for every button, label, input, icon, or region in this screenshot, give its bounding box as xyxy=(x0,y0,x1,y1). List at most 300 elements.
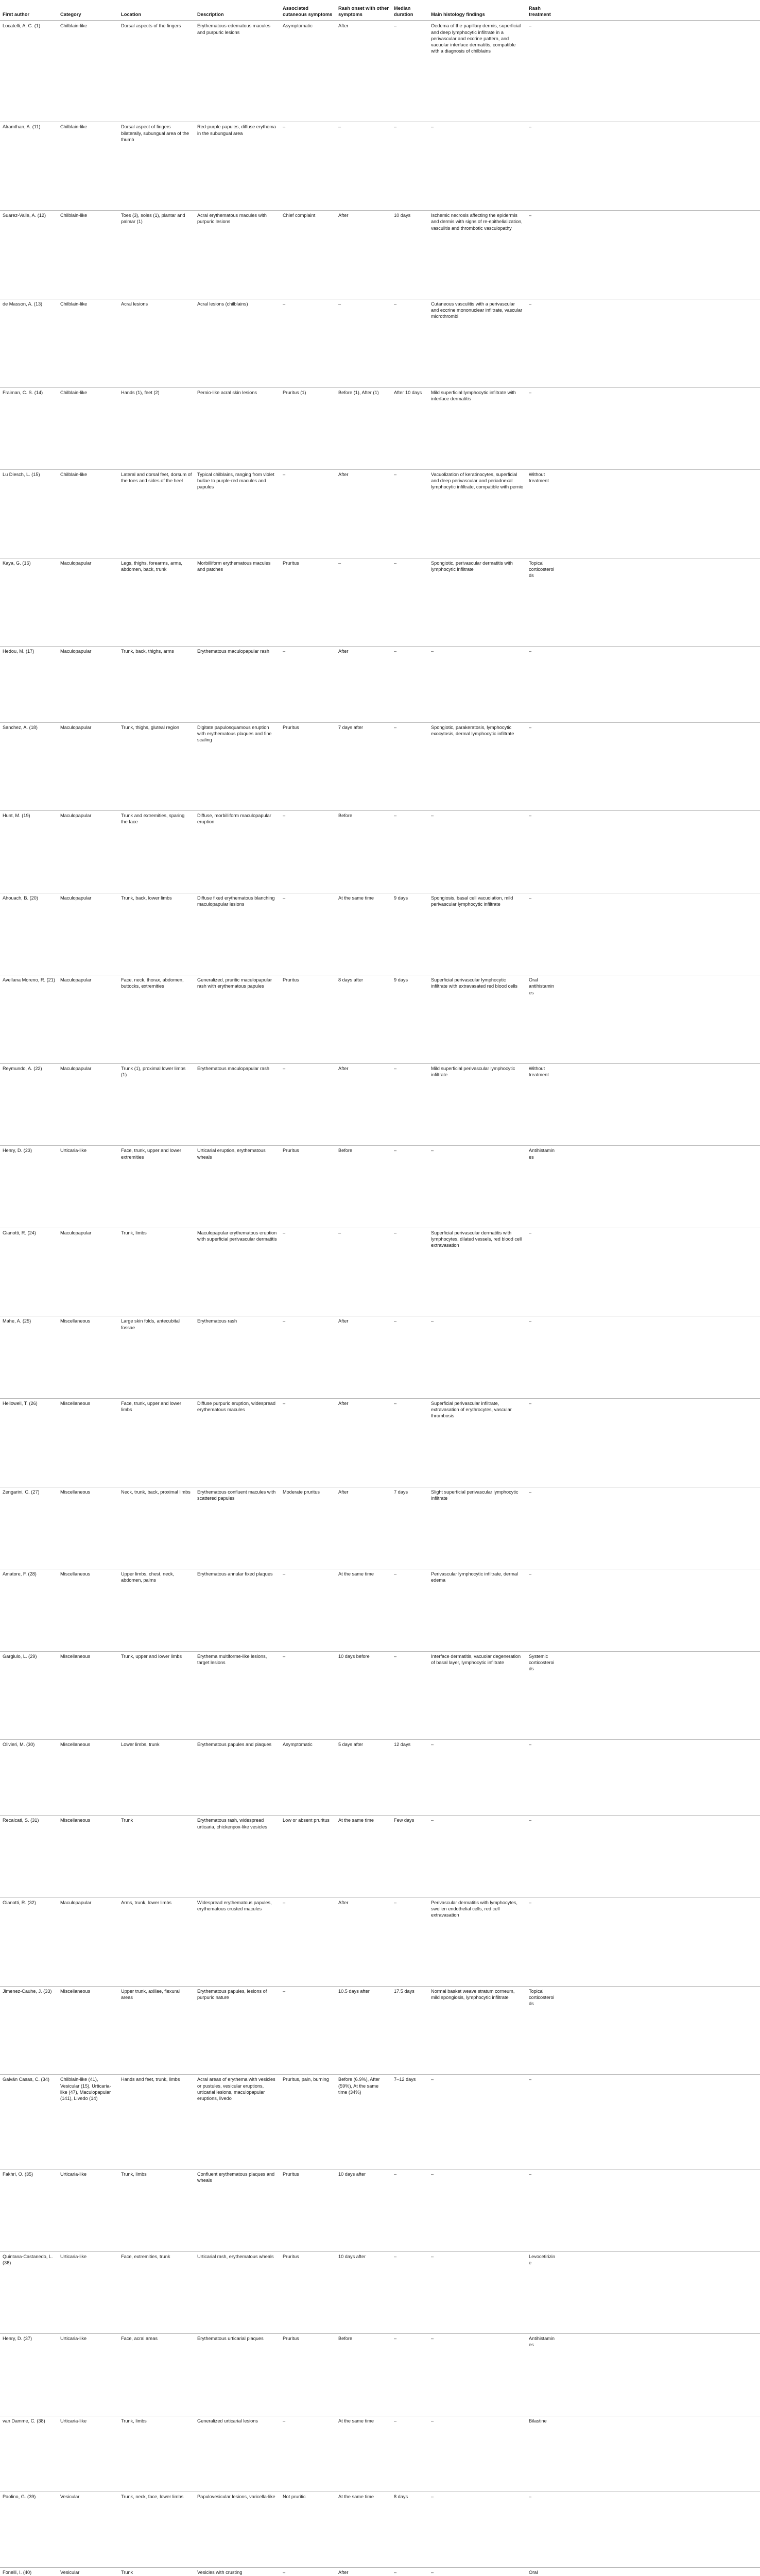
onset-cell: 7 days after xyxy=(336,722,391,811)
symptoms-cell: Pruritus (1) xyxy=(280,387,336,469)
symptoms-cell: – xyxy=(280,299,336,387)
extra-cell xyxy=(559,1146,760,1228)
treatment-cell: Without treatment xyxy=(526,1063,559,1145)
symptoms-cell: – xyxy=(280,811,336,893)
category-cell: Maculopapular xyxy=(58,1063,118,1145)
duration-cell: – xyxy=(391,1569,428,1651)
author-cell: Reymundo, A. (22) xyxy=(0,1063,58,1145)
duration-cell: – xyxy=(391,1651,428,1740)
author-cell: Zengarini, C. (27) xyxy=(0,1487,58,1569)
treatment-cell: – xyxy=(526,387,559,469)
histology-cell: Mild superficial perivascular lymphocytic infiltrate xyxy=(428,1063,526,1145)
category-cell: Miscellaneous xyxy=(58,1651,118,1740)
treatment-cell: Antihistamines xyxy=(526,2334,559,2416)
treatment-cell: – xyxy=(526,299,559,387)
author-cell: Ahouach, B. (20) xyxy=(0,893,58,975)
location-cell: Trunk, back, thighs, arms xyxy=(118,647,195,722)
table-row xyxy=(0,21,760,122)
description-cell: Erythematous confluent macules with scattered papules xyxy=(195,1487,280,1569)
extra-cell xyxy=(559,1740,760,1816)
onset-cell: 10 days before xyxy=(336,1651,391,1740)
duration-cell: – xyxy=(391,2334,428,2416)
author-cell: Hellowell, T. (26) xyxy=(0,1398,58,1487)
description-cell: Confluent erythematous plaques and wheals xyxy=(195,2170,280,2251)
description-cell: Diffuse, morbilliform maculopapular eruption xyxy=(195,811,280,893)
author-cell: Fonelli, I. (40) xyxy=(0,2568,58,2576)
table-row xyxy=(0,1316,760,1398)
onset-cell: After xyxy=(336,1897,391,1986)
onset-cell: 8 days after xyxy=(336,975,391,1064)
symptoms-cell: Not pruritic xyxy=(280,2492,336,2567)
category-cell: Urticaria-like xyxy=(58,2416,118,2492)
table-row xyxy=(0,1228,760,1316)
author-cell: Locatelli, A. G. (1) xyxy=(0,21,58,122)
category-cell: Miscellaneous xyxy=(58,1398,118,1487)
extra-cell xyxy=(559,1316,760,1398)
onset-cell: – xyxy=(336,122,391,211)
column-header-category: Category xyxy=(58,3,118,21)
histology-cell: Ischemic necrosis affecting the epidermis and dermis with signs of re-epithelialization, vasculitis and thrombotic vasculopathy xyxy=(428,211,526,299)
extra-cell xyxy=(559,2492,760,2567)
location-cell: Arms, trunk, lower limbs xyxy=(118,1897,195,1986)
extra-cell xyxy=(559,975,760,1064)
histology-cell: – xyxy=(428,1816,526,1897)
treatment-cell: Without treatment xyxy=(526,469,559,558)
location-cell: Dorsal aspect of fingers bilaterally, subungual area of the thumb xyxy=(118,122,195,211)
extra-cell xyxy=(559,387,760,469)
location-cell: Face, trunk, upper and lower limbs xyxy=(118,1398,195,1487)
duration-cell: 17.5 days xyxy=(391,1986,428,2075)
table-row xyxy=(0,2492,760,2567)
treatment-cell: – xyxy=(526,722,559,811)
onset-cell: After xyxy=(336,21,391,122)
author-cell: Amatore, F. (28) xyxy=(0,1569,58,1651)
onset-cell: Before xyxy=(336,811,391,893)
duration-cell: – xyxy=(391,647,428,722)
location-cell: Hands (1), feet (2) xyxy=(118,387,195,469)
histology-cell: Normal basket weave stratum corneum, mild spongiosis, lymphocytic infiltrate xyxy=(428,1986,526,2075)
category-cell: Miscellaneous xyxy=(58,1740,118,1816)
treatment-cell: Oral xyxy=(526,2568,559,2576)
treatment-cell: Topical corticosteroids xyxy=(526,558,559,647)
histology-cell: – xyxy=(428,647,526,722)
duration-cell: – xyxy=(391,722,428,811)
duration-cell: Few days xyxy=(391,1816,428,1897)
symptoms-cell: Moderate pruritus xyxy=(280,1487,336,1569)
duration-cell: – xyxy=(391,1146,428,1228)
histology-cell: – xyxy=(428,1146,526,1228)
onset-cell: After xyxy=(336,211,391,299)
extra-cell xyxy=(559,1398,760,1487)
duration-cell: – xyxy=(391,1228,428,1316)
histology-cell: – xyxy=(428,1740,526,1816)
onset-cell: – xyxy=(336,558,391,647)
category-cell: Vesicular xyxy=(58,2568,118,2576)
author-cell: Quintana-Castanedo, L. (36) xyxy=(0,2251,58,2333)
symptoms-cell: Pruritus xyxy=(280,558,336,647)
treatment-cell: – xyxy=(526,1487,559,1569)
symptoms-cell: – xyxy=(280,893,336,975)
onset-cell: Before xyxy=(336,2334,391,2416)
location-cell: Upper limbs, chest, neck, abdomen, palms xyxy=(118,1569,195,1651)
description-cell: Erythematous maculopapular rash xyxy=(195,1063,280,1145)
extra-cell xyxy=(559,811,760,893)
column-header-median-duration: Median duration xyxy=(391,3,428,21)
location-cell: Trunk and extremities, sparing the face xyxy=(118,811,195,893)
histology-cell: Superficial perivascular lymphocytic infiltrate with extravasated red blood cells xyxy=(428,975,526,1064)
symptoms-cell: – xyxy=(280,1569,336,1651)
treatment-cell: – xyxy=(526,1316,559,1398)
description-cell: Erythematous urticarial plaques xyxy=(195,2334,280,2416)
description-cell: Urticarial eruption, erythematous wheals xyxy=(195,1146,280,1228)
cutaneous-manifestations-table xyxy=(0,3,760,2576)
author-cell: Jimenez-Cauhe, J. (33) xyxy=(0,1986,58,2075)
table-body xyxy=(0,21,760,2576)
histology-cell: – xyxy=(428,2416,526,2492)
table-row xyxy=(0,1986,760,2075)
onset-cell: At the same time xyxy=(336,2492,391,2567)
column-header-location: Location xyxy=(118,3,195,21)
location-cell: Large skin folds, antecubital fossae xyxy=(118,1316,195,1398)
duration-cell: – xyxy=(391,2568,428,2576)
symptoms-cell: – xyxy=(280,122,336,211)
table-row xyxy=(0,211,760,299)
author-cell: Gargiulo, L. (29) xyxy=(0,1651,58,1740)
category-cell: Miscellaneous xyxy=(58,1316,118,1398)
table-row xyxy=(0,1063,760,1145)
location-cell: Trunk xyxy=(118,1816,195,1897)
location-cell: Face, trunk, upper and lower extremities xyxy=(118,1146,195,1228)
duration-cell: – xyxy=(391,2251,428,2333)
category-cell: Miscellaneous xyxy=(58,1487,118,1569)
onset-cell: After xyxy=(336,2568,391,2576)
table-row xyxy=(0,2170,760,2251)
description-cell: Pernio-like acral skin lesions xyxy=(195,387,280,469)
onset-cell: At the same time xyxy=(336,1569,391,1651)
description-cell: Generalized, pruritic maculopapular rash with erythematous papules xyxy=(195,975,280,1064)
description-cell: Erythematous-edematous macules and purpuric lesions xyxy=(195,21,280,122)
location-cell: Upper trunk, axillae, flexural areas xyxy=(118,1986,195,2075)
location-cell: Lateral and dorsal feet, dorsum of the toes and sides of the heel xyxy=(118,469,195,558)
location-cell: Trunk, thighs, gluteal region xyxy=(118,722,195,811)
symptoms-cell: Pruritus xyxy=(280,1146,336,1228)
symptoms-cell: Chief complaint xyxy=(280,211,336,299)
description-cell: Urticarial rash, erythematous wheals xyxy=(195,2251,280,2333)
category-cell: Urticaria-like xyxy=(58,1146,118,1228)
symptoms-cell: – xyxy=(280,2568,336,2576)
histology-cell: – xyxy=(428,122,526,211)
onset-cell: – xyxy=(336,299,391,387)
location-cell: Legs, thighs, forearms, arms, abdomen, back, trunk xyxy=(118,558,195,647)
treatment-cell: – xyxy=(526,1398,559,1487)
onset-cell: Before (6.9%), After (59%), At the same time (34%) xyxy=(336,2075,391,2170)
symptoms-cell: – xyxy=(280,1063,336,1145)
category-cell: Urticaria-like xyxy=(58,2334,118,2416)
author-cell: Fakhri, O. (35) xyxy=(0,2170,58,2251)
symptoms-cell: – xyxy=(280,1228,336,1316)
extra-cell xyxy=(559,211,760,299)
onset-cell: At the same time xyxy=(336,1816,391,1897)
description-cell: Papulovesicular lesions, varicella-like xyxy=(195,2492,280,2567)
table-row xyxy=(0,558,760,647)
symptoms-cell: Asymptomatic xyxy=(280,21,336,122)
treatment-cell: – xyxy=(526,1228,559,1316)
symptoms-cell: Pruritus xyxy=(280,2170,336,2251)
description-cell: Erythematous rash, widespread urticaria, chickenpox-like vesicles xyxy=(195,1816,280,1897)
histology-cell: – xyxy=(428,2170,526,2251)
location-cell: Trunk, limbs xyxy=(118,2416,195,2492)
category-cell: Maculopapular xyxy=(58,1897,118,1986)
category-cell: Maculopapular xyxy=(58,1228,118,1316)
duration-cell: 9 days xyxy=(391,893,428,975)
description-cell: Diffuse fixed erythematous blanching maculopapular lesions xyxy=(195,893,280,975)
treatment-cell: – xyxy=(526,1740,559,1816)
onset-cell: 5 days after xyxy=(336,1740,391,1816)
onset-cell: 10 days after xyxy=(336,2170,391,2251)
category-cell: Chilblain-like xyxy=(58,299,118,387)
table-row xyxy=(0,893,760,975)
location-cell: Trunk, neck, face, lower limbs xyxy=(118,2492,195,2567)
treatment-cell: Antihistamines xyxy=(526,1146,559,1228)
table-row xyxy=(0,2334,760,2416)
author-cell: Olivieri, M. (30) xyxy=(0,1740,58,1816)
extra-cell xyxy=(559,122,760,211)
table-row xyxy=(0,811,760,893)
extra-cell xyxy=(559,1897,760,1986)
extra-cell xyxy=(559,1228,760,1316)
location-cell: Trunk, limbs xyxy=(118,2170,195,2251)
histology-cell: Perivascular dermatitis with lymphocytes, swollen endothelial cells, red cell extravasation xyxy=(428,1897,526,1986)
author-cell: Lu Diesch, L. (15) xyxy=(0,469,58,558)
symptoms-cell: – xyxy=(280,1651,336,1740)
description-cell: Acral areas of erythema with vesicles or pustules, vesicular eruptions, urticarial lesions, maculopapular eruptions, livedo xyxy=(195,2075,280,2170)
description-cell: Red-purple papules, diffuse erythema in the subungual area xyxy=(195,122,280,211)
symptoms-cell: – xyxy=(280,1986,336,2075)
table-row xyxy=(0,299,760,387)
location-cell: Trunk, upper and lower limbs xyxy=(118,1651,195,1740)
column-header-first-author: First author xyxy=(0,3,58,21)
symptoms-cell: Pruritus, pain, burning xyxy=(280,2075,336,2170)
extra-cell xyxy=(559,893,760,975)
author-cell: Hedou, M. (17) xyxy=(0,647,58,722)
author-cell: Alramthan, A. (11) xyxy=(0,122,58,211)
onset-cell: Before (1), After (1) xyxy=(336,387,391,469)
author-cell: Hunt, M. (19) xyxy=(0,811,58,893)
histology-cell: – xyxy=(428,2251,526,2333)
description-cell: Typical chilblains, ranging from violet bullae to purple-red macules and papules xyxy=(195,469,280,558)
histology-cell: Slight superficial perivascular lymphocytic infiltrate xyxy=(428,1487,526,1569)
author-cell: Galván Casas, C. (34) xyxy=(0,2075,58,2170)
column-header-extra xyxy=(559,3,760,21)
location-cell: Trunk xyxy=(118,2568,195,2576)
category-cell: Chilblain-like xyxy=(58,469,118,558)
symptoms-cell: – xyxy=(280,469,336,558)
treatment-cell: – xyxy=(526,811,559,893)
column-header-rash-treatment: Rash treatment xyxy=(526,3,559,21)
column-header-histology-findings: Main histology findings xyxy=(428,3,526,21)
treatment-cell: – xyxy=(526,647,559,722)
description-cell: Erythematous papules, lesions of purpuric nature xyxy=(195,1986,280,2075)
duration-cell: 8 days xyxy=(391,2492,428,2567)
duration-cell: – xyxy=(391,1897,428,1986)
extra-cell xyxy=(559,1063,760,1145)
duration-cell: – xyxy=(391,1316,428,1398)
description-cell: Maculopapular erythematous eruption with superficial perivascular dermatitis xyxy=(195,1228,280,1316)
table-header xyxy=(0,3,760,21)
category-cell: Maculopapular xyxy=(58,647,118,722)
extra-cell xyxy=(559,1816,760,1897)
extra-cell xyxy=(559,2416,760,2492)
location-cell: Dorsal aspects of the fingers xyxy=(118,21,195,122)
symptoms-cell: – xyxy=(280,1316,336,1398)
histology-cell: – xyxy=(428,2492,526,2567)
author-cell: de Masson, A. (13) xyxy=(0,299,58,387)
category-cell: Miscellaneous xyxy=(58,1816,118,1897)
author-cell: Henry, D. (37) xyxy=(0,2334,58,2416)
description-cell: Erythema multiforme-like lesions, target lesions xyxy=(195,1651,280,1740)
author-cell: van Damme, C. (38) xyxy=(0,2416,58,2492)
author-cell: Henry, D. (23) xyxy=(0,1146,58,1228)
description-cell: Acral lesions (chilblains) xyxy=(195,299,280,387)
symptoms-cell: Asymptomatic xyxy=(280,1740,336,1816)
duration-cell: – xyxy=(391,811,428,893)
extra-cell xyxy=(559,2075,760,2170)
description-cell: Erythematous rash xyxy=(195,1316,280,1398)
symptoms-cell: – xyxy=(280,2416,336,2492)
extra-cell xyxy=(559,1487,760,1569)
table-row xyxy=(0,722,760,811)
onset-cell: After xyxy=(336,1316,391,1398)
onset-cell: After xyxy=(336,469,391,558)
author-cell: Gianotti, R. (32) xyxy=(0,1897,58,1986)
table-row xyxy=(0,469,760,558)
author-cell: Paolino, G. (39) xyxy=(0,2492,58,2567)
table-row xyxy=(0,647,760,722)
extra-cell xyxy=(559,299,760,387)
author-cell: Mahe, A. (25) xyxy=(0,1316,58,1398)
table-row xyxy=(0,1897,760,1986)
table-row xyxy=(0,1651,760,1740)
histology-cell: Superficial perivascular dermatitis with lymphocytes, dilated vessels, red blood cell extravasation xyxy=(428,1228,526,1316)
category-cell: Maculopapular xyxy=(58,722,118,811)
location-cell: Toes (3), soles (1), plantar and palmar (1) xyxy=(118,211,195,299)
category-cell: Urticaria-like xyxy=(58,2170,118,2251)
treatment-cell: – xyxy=(526,893,559,975)
author-cell: Sanchez, A. (18) xyxy=(0,722,58,811)
duration-cell: – xyxy=(391,1063,428,1145)
author-cell: Fraiman, C. S. (14) xyxy=(0,387,58,469)
treatment-cell: Bilastine xyxy=(526,2416,559,2492)
location-cell: Face, extremities, trunk xyxy=(118,2251,195,2333)
histology-cell: Vacuolization of keratinocytes, superficial and deep perivascular and periadnexal lymphocytic infiltrate, compatible with pernio xyxy=(428,469,526,558)
symptoms-cell: Pruritus xyxy=(280,2334,336,2416)
column-header-description: Description xyxy=(195,3,280,21)
table-row xyxy=(0,1816,760,1897)
location-cell: Trunk (1), proximal lower limbs (1) xyxy=(118,1063,195,1145)
description-cell: Widespread erythematous papules, erythematous crusted macules xyxy=(195,1897,280,1986)
description-cell: Acral erythematous macules with purpuric lesions xyxy=(195,211,280,299)
location-cell: Acral lesions xyxy=(118,299,195,387)
category-cell: Chilblain-like xyxy=(58,122,118,211)
table-row xyxy=(0,975,760,1064)
treatment-cell: Oral antihistamines xyxy=(526,975,559,1064)
location-cell: Face, neck, thorax, abdomen, buttocks, extremities xyxy=(118,975,195,1064)
histology-cell: – xyxy=(428,1316,526,1398)
extra-cell xyxy=(559,469,760,558)
location-cell: Face, acral areas xyxy=(118,2334,195,2416)
column-header-associated-symptoms: Associated cutaneous symptoms xyxy=(280,3,336,21)
extra-cell xyxy=(559,558,760,647)
histology-cell: – xyxy=(428,811,526,893)
header-row xyxy=(0,3,760,21)
table-row xyxy=(0,2075,760,2170)
symptoms-cell: Pruritus xyxy=(280,2251,336,2333)
category-cell: Maculopapular xyxy=(58,558,118,647)
duration-cell: – xyxy=(391,469,428,558)
histology-cell: Superficial perivascular infiltrate, extravasation of erythrocytes, vascular thrombosis xyxy=(428,1398,526,1487)
author-cell: Suarez-Valle, A. (12) xyxy=(0,211,58,299)
symptoms-cell: Low or absent pruritus xyxy=(280,1816,336,1897)
onset-cell: After xyxy=(336,647,391,722)
table-row xyxy=(0,1487,760,1569)
onset-cell: After xyxy=(336,1487,391,1569)
duration-cell: 12 days xyxy=(391,1740,428,1816)
location-cell: Hands and feet, trunk, limbs xyxy=(118,2075,195,2170)
duration-cell: 7–12 days xyxy=(391,2075,428,2170)
histology-cell: – xyxy=(428,2568,526,2576)
onset-cell: Before xyxy=(336,1146,391,1228)
author-cell: Kaya, G. (16) xyxy=(0,558,58,647)
histology-cell: Interface dermatitis, vacuolar degeneration of basal layer, lymphocytic infiltrate xyxy=(428,1651,526,1740)
duration-cell: – xyxy=(391,122,428,211)
onset-cell: At the same time xyxy=(336,893,391,975)
treatment-cell: – xyxy=(526,1816,559,1897)
treatment-cell: – xyxy=(526,21,559,122)
description-cell: Morbilliform erythematous macules and patches xyxy=(195,558,280,647)
category-cell: Miscellaneous xyxy=(58,1986,118,2075)
table-row xyxy=(0,2568,760,2576)
author-cell: Recalcati, S. (31) xyxy=(0,1816,58,1897)
treatment-cell: – xyxy=(526,122,559,211)
symptoms-cell: – xyxy=(280,1398,336,1487)
histology-cell: Mild superficial lymphocytic infiltrate with interface dermatitis xyxy=(428,387,526,469)
extra-cell xyxy=(559,2568,760,2576)
treatment-cell: – xyxy=(526,211,559,299)
symptoms-cell: – xyxy=(280,1897,336,1986)
onset-cell: At the same time xyxy=(336,2416,391,2492)
histology-cell: Cutaneous vasculitis with a perivascular and eccrine mononuclear infiltrate, vascular microthrombi xyxy=(428,299,526,387)
location-cell: Trunk, limbs xyxy=(118,1228,195,1316)
category-cell: Chilblain-like xyxy=(58,387,118,469)
duration-cell: – xyxy=(391,21,428,122)
description-cell: Diffuse purpuric eruption, widespread erythematous macules xyxy=(195,1398,280,1487)
treatment-cell: – xyxy=(526,2492,559,2567)
category-cell: Urticaria-like xyxy=(58,2251,118,2333)
histology-cell: Spongiosis, basal cell vacuolation, mild perivascular lymphocytic infiltrate xyxy=(428,893,526,975)
author-cell: Gianotti, R. (24) xyxy=(0,1228,58,1316)
category-cell: Chilblain-like (41), Vesicular (15), Urticaria-like (47), Maculopapular (141), Livedo (14) xyxy=(58,2075,118,2170)
category-cell: Maculopapular xyxy=(58,893,118,975)
table-row xyxy=(0,387,760,469)
duration-cell: 7 days xyxy=(391,1487,428,1569)
category-cell: Maculopapular xyxy=(58,975,118,1064)
duration-cell: 10 days xyxy=(391,211,428,299)
histology-cell: Oedema of the papillary dermis, superficial and deep lymphocytic infiltrate in a perivascular and eccrine pattern, and vacuolar interface dermatitis, compatible with a diagnosis of chilblains xyxy=(428,21,526,122)
extra-cell xyxy=(559,2170,760,2251)
description-cell: Erythematous papules and plaques xyxy=(195,1740,280,1816)
extra-cell xyxy=(559,2334,760,2416)
table-row xyxy=(0,2251,760,2333)
